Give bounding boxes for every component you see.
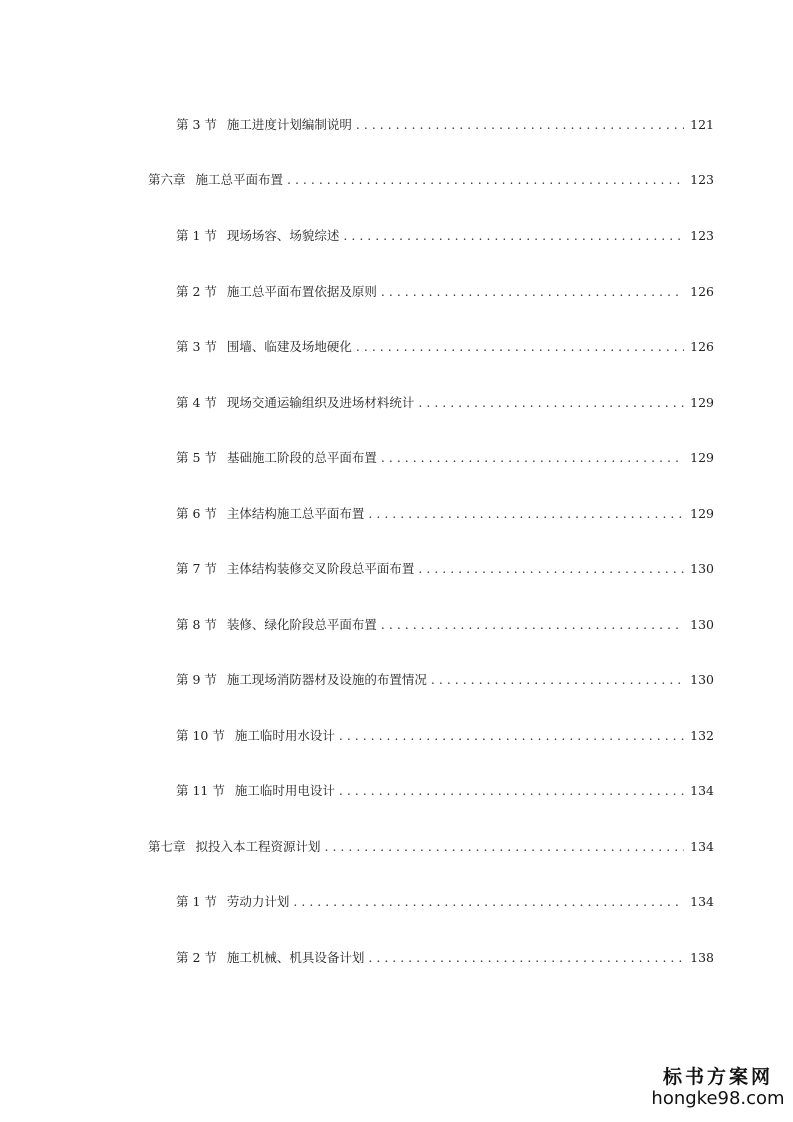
toc-entry[interactable] [176,339,714,355]
toc-entry-title: 施工机械、机具设备计划 [226,950,365,965]
toc-entry-page: 126 [690,284,714,299]
toc-entry-title: 施工现场消防器材及设施的布置情况 [226,672,427,687]
dot-leader [381,450,684,466]
toc-entry[interactable] [176,950,714,966]
toc-entry-title: 施工进度计划编制说明 [226,117,352,132]
toc-entry-title: 现场交通运输组织及进场材料统计 [226,395,415,410]
toc-entry-page: 129 [690,506,714,521]
toc-entry-label: 第 11 节 [176,783,225,798]
toc-entry-label: 第 7 节 [176,561,217,576]
toc-entry[interactable] [148,839,714,855]
toc-entry-title: 装修、绿化阶段总平面布置 [226,617,377,632]
toc-entry-title: 施工总平面布置 [195,172,284,187]
dot-leader [293,894,684,910]
toc-entry[interactable] [176,783,714,799]
toc-entry-page: 132 [690,728,714,743]
toc-entry-page: 130 [690,672,714,687]
toc-entry-label: 第 8 节 [176,617,217,632]
toc-entry[interactable] [176,284,714,300]
toc-entry[interactable] [176,728,714,744]
toc-entry-title: 劳动力计划 [226,894,290,909]
dot-leader [339,728,684,744]
dot-leader [418,561,684,577]
dot-leader [381,284,684,300]
dot-leader [343,228,684,244]
toc-entry-title: 围墙、临建及场地硬化 [226,339,352,354]
dot-leader [368,950,684,966]
toc-entry-page: 138 [690,950,714,965]
toc-entry-page: 130 [690,617,714,632]
toc-entry-label: 第七章 [148,839,186,854]
toc-entry-title: 现场场容、场貌综述 [226,228,340,243]
dot-leader [418,395,684,411]
toc-entry-label: 第 3 节 [176,117,217,132]
toc-entry-label: 第六章 [148,172,186,187]
toc-entry-page: 129 [690,450,714,465]
toc-entry[interactable] [176,561,714,577]
watermark-name: 标书方案网 [662,1066,773,1088]
toc-entry-label: 第 2 节 [176,950,217,965]
toc-entry-title: 主体结构装修交叉阶段总平面布置 [226,561,415,576]
dot-leader [356,339,684,355]
dot-leader [287,172,684,188]
toc-entry[interactable] [176,672,714,688]
toc-entry-label: 第 10 节 [176,728,225,743]
toc-entry-page: 121 [690,117,714,132]
toc-entry-page: 134 [690,783,714,798]
toc-entry-title: 施工临时用水设计 [234,728,335,743]
toc-entry-label: 第 1 节 [176,894,217,909]
toc-entry-title: 主体结构施工总平面布置 [226,506,365,521]
toc-entry-title: 基础施工阶段的总平面布置 [226,450,377,465]
toc-entry[interactable] [176,894,714,910]
toc-entry[interactable] [176,450,714,466]
toc-entry-page: 123 [690,172,714,187]
toc-entry[interactable] [176,506,714,522]
toc-entry-title: 施工临时用电设计 [234,783,335,798]
toc-entry-label: 第 3 节 [176,339,217,354]
toc-entry-title: 施工总平面布置依据及原则 [226,284,377,299]
toc-entry-title: 拟投入本工程资源计划 [195,839,321,854]
dot-leader [339,783,684,799]
toc-entry-label: 第 9 节 [176,672,217,687]
watermark-url: hongke98.com [651,1088,785,1109]
toc-entry-label: 第 5 节 [176,450,217,465]
toc-entry[interactable] [176,228,714,244]
site-watermark [648,1066,788,1114]
dot-leader [356,117,684,133]
dot-leader [431,672,684,688]
toc-entry[interactable] [148,172,714,188]
toc-entry[interactable] [176,395,714,411]
toc-entry-page: 134 [690,839,714,854]
toc-entry-label: 第 2 节 [176,284,217,299]
toc-entry-page: 129 [690,395,714,410]
dot-leader [381,617,684,633]
toc-entry-page: 126 [690,339,714,354]
toc-entry-label: 第 1 节 [176,228,217,243]
toc-entry-page: 123 [690,228,714,243]
toc-entry-page: 130 [690,561,714,576]
toc-entry-label: 第 6 节 [176,506,217,521]
toc-entry[interactable] [176,117,714,133]
toc-entry[interactable] [176,617,714,633]
dot-leader [325,839,685,855]
toc-entry-label: 第 4 节 [176,395,217,410]
toc-entry-page: 134 [690,894,714,909]
dot-leader [368,506,684,522]
